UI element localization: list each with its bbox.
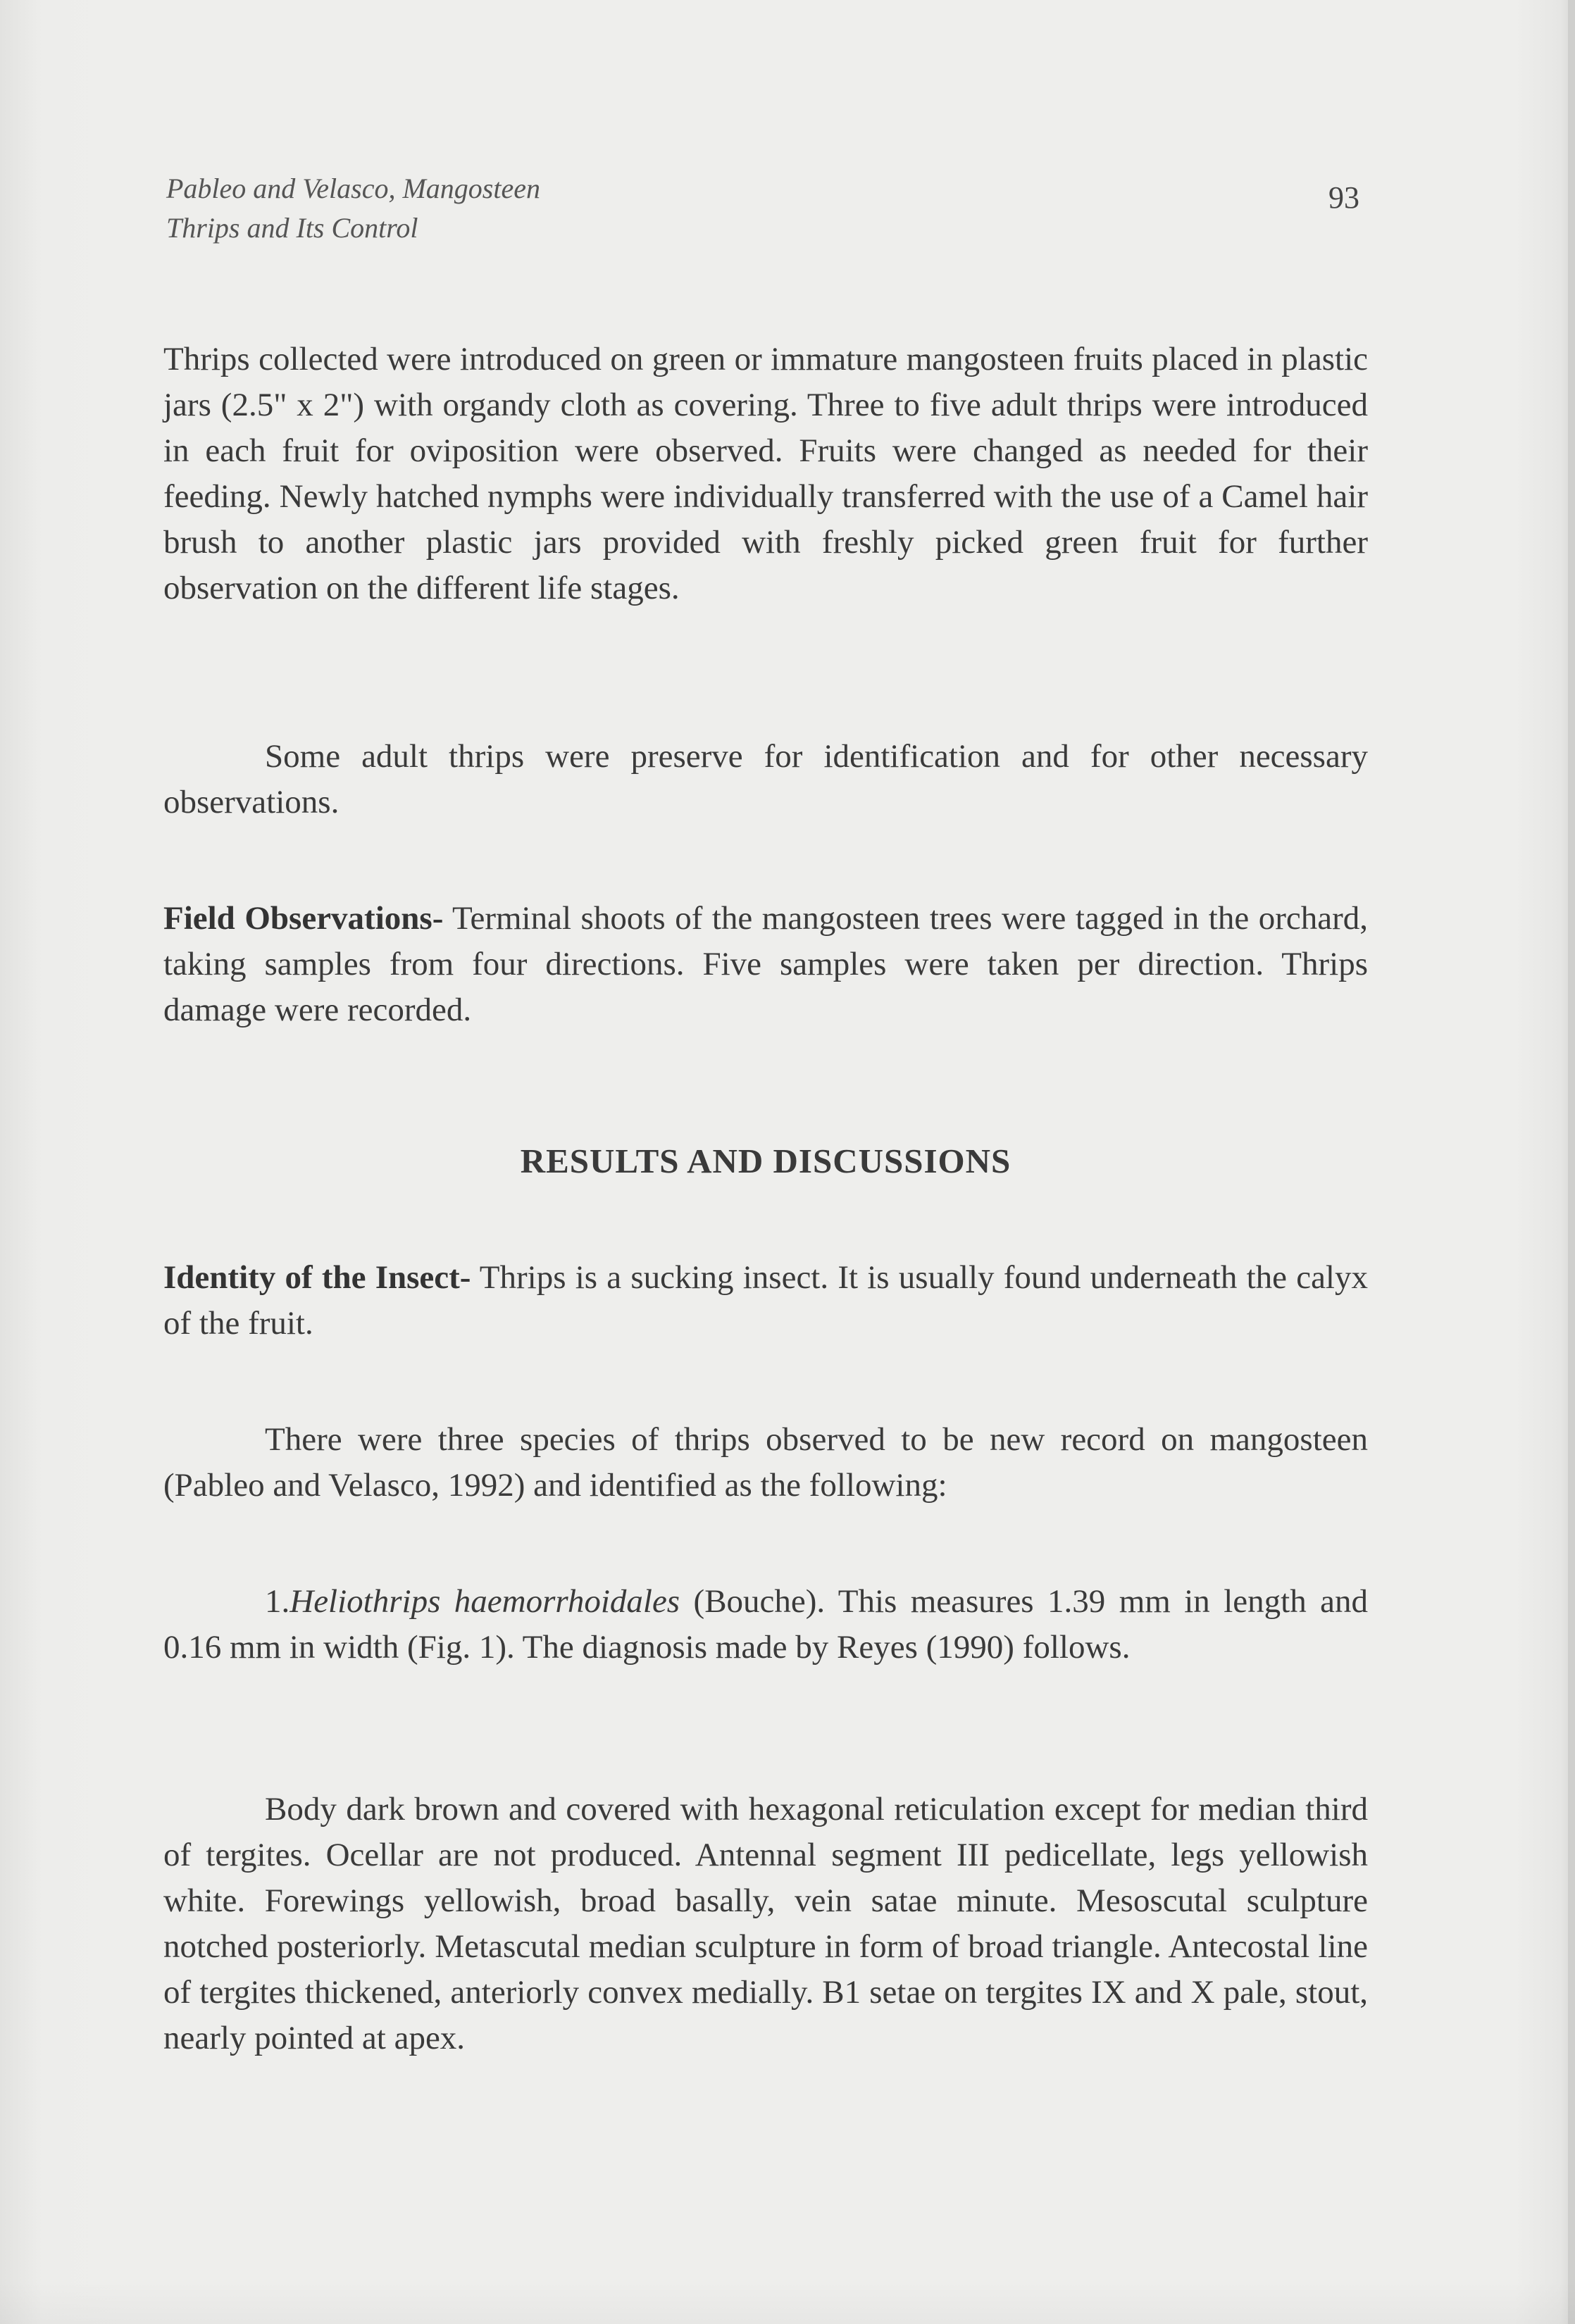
- running-head-line-2: Thrips and Its Control: [166, 212, 418, 244]
- paragraph-preserved-adults: Some adult thrips were preserve for identification and for other necessary observations.: [163, 738, 1368, 820]
- paragraph-identity-of-insect: [163, 1255, 1368, 1347]
- paragraph-diagnosis: Body dark brown and covered with hexagonal reticulation except for median third of tergites. Ocellar are not produced. Antennal segment III pedicellate, legs yellowish white. Forewings yellowish, broad basally, vein satae minute. Mesoscutal sculpture notched posteriorly. Metascutal median sculpture in form of broad triangle. Antecostal line of tergites thickened, anteriorly convex medially. B1 setae on tergites IX and X pale, stout, nearly pointed at apex.: [163, 1791, 1368, 2056]
- field-observations-text: Terminal shoots of the mangosteen trees were tagged in the orchard, taking samples from four directions. Five samples were taken per direction. Thrips damage were recorded.: [163, 900, 1368, 1028]
- page-number: 93: [1328, 180, 1359, 215]
- species-description: (Bouche). This measures 1.39 mm in length and 0.16 mm in width (Fig. 1). The diagnosis made by Reyes (1990) follows.: [163, 1583, 1369, 1666]
- page-edge-shadow: [1568, 0, 1575, 2324]
- runin-identity: Identity of the Insect-: [163, 1259, 471, 1296]
- paragraph-heliothrips: [163, 1579, 1368, 1670]
- running-head: [166, 169, 540, 248]
- paragraph-field-observations: [163, 896, 1368, 1033]
- species-number: 1.: [265, 1583, 290, 1620]
- paragraph-thrips-rearing: Thrips collected were introduced on green or immature mangosteen fruits placed in plastic jars (2.5" x 2") with organdy cloth as covering. Three to five adult thrips were introduced in each fruit for oviposition were observed. Fruits were changed as needed for their feeding. Newly hatched nymphs were individually transferred with the use of a Camel hair brush to another plastic jars provided with freshly picked green fruit for further observation on the different life stages.: [163, 341, 1368, 606]
- section-heading-results: RESULTS AND DISCUSSIONS: [520, 1142, 1011, 1180]
- paragraph-three-species: There were three species of thrips observed to be new record on mangosteen (Pableo and Velasco, 1992) and identified as the following:: [163, 1421, 1368, 1504]
- runin-field-observations: Field Observations-: [163, 900, 444, 937]
- page-bottom-shadow: [0, 2282, 1575, 2324]
- running-head-line-1: Pableo and Velasco, Mangosteen: [166, 173, 540, 204]
- species-name: Heliothrips haemorrhoidales: [290, 1583, 680, 1620]
- identity-text: Thrips is a sucking insect. It is usually found underneath the calyx of the fruit.: [163, 1259, 1368, 1342]
